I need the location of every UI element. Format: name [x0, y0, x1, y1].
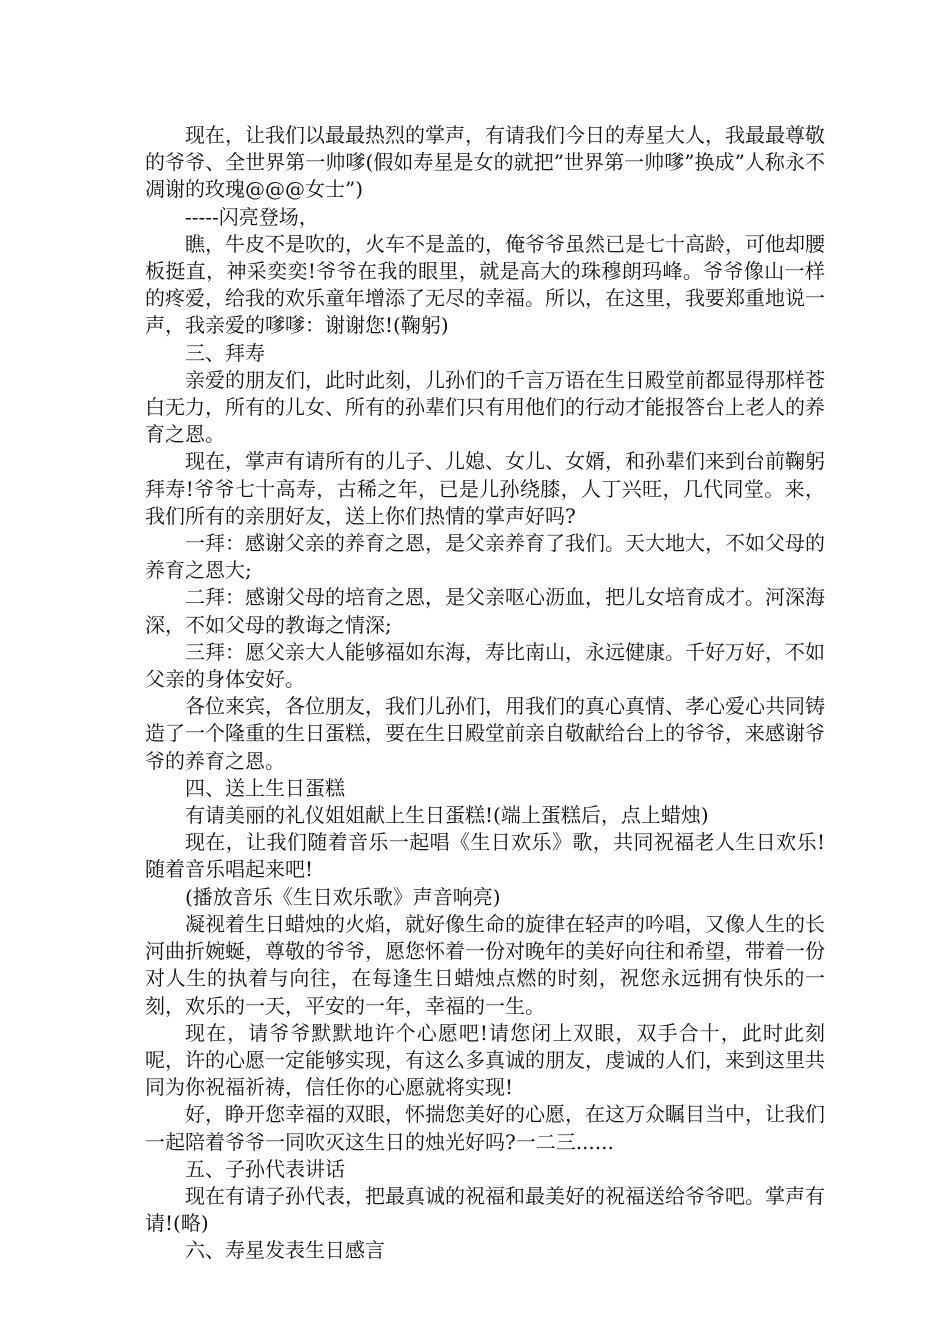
paragraph-representative-invite: 现在有请子孙代表，把最真诚的祝福和最美好的祝福送给爷爷吧。掌声有请!(略): [145, 1183, 825, 1236]
paragraph-dear-friends: 亲爱的朋友们，此时此刻，儿孙们的千言万语在生日殿堂前都显得那样苍白无力，所有的儿女、所有的孙辈们只有用他们的行动才能报答台上老人的养育之恩。: [145, 367, 825, 447]
document-body: [145, 122, 825, 1265]
paragraph-introduce-birthday-star: 现在，让我们以最最热烈的掌声，有请我们今日的寿星大人，我最最尊敬的爷爷、全世界第一帅嗲(假如寿星是女的就把”世界第一帅嗲”换成”人称永不凋谢的玫瑰@@@女士”): [145, 123, 825, 202]
paragraph-praise-grandpa: 瞧，牛皮不是吹的，火车不是盖的，俺爷爷虽然已是七十高龄，可他却腰板挺直，神采奕奕!爷爷在我的眼里，就是高大的珠穆朗玛峰。爷爷像山一样的疼爱，给我的欢乐童年增添了无尽的幸福。所以，在这里，我要郑重地说一声，我亲爱的嗲嗲：谢谢您!(鞠躬): [145, 231, 825, 338]
paragraph-guests-cake: 各位来宾，各位朋友，我们儿孙们，用我们的真心真情、孝心爱心共同铸造了一个隆重的生日蛋糕，要在生日殿堂前亲自敬献给台上的爷爷，来感谢爷爷的养育之恩。: [145, 694, 825, 773]
section-heading-cake: 四、送上生日蛋糕: [185, 775, 345, 800]
section-heading-representative-speech: 五、子孙代表讲话: [185, 1156, 345, 1181]
section-heading-birthday-speech: 六、寿星发表生日感言: [185, 1238, 385, 1263]
section-heading-bow-birthday: 三、拜寿: [185, 340, 265, 365]
paragraph-blow-candles: 好，睁开您幸福的双眼，怀揣您美好的心愿，在这万众瞩目当中，让我们一起陪着爷爷一同吹灭这生日的烛光好吗?一二三......: [145, 1102, 825, 1154]
paragraph-first-bow: 一拜：感谢父亲的养育之恩，是父亲养育了我们。天大地大，不如父母的养育之恩大;: [145, 531, 825, 583]
paragraph-second-bow: 二拜：感谢父母的培育之恩，是父亲呕心沥血，把儿女培育成才。河深海深，不如父母的教诲之情深;: [145, 585, 825, 637]
paragraph-invite-family: 现在，掌声有请所有的儿子、儿媳、女儿、女婿，和孙辈们来到台前鞠躬拜寿!爷爷七十高寿，古稀之年，已是儿孙绕膝，人丁兴旺，几代同堂。来，我们所有的亲朋好友，送上你们热情的掌声好吗?: [145, 449, 825, 528]
paragraph-sing-song: 现在，让我们随着音乐一起唱《生日欢乐》歌，共同祝福老人生日欢乐!随着音乐唱起来吧!: [145, 830, 825, 882]
paragraph-third-bow: 三拜：愿父亲大人能够福如东海，寿比南山，永远健康。千好万好，不如父亲的身体安好。: [145, 639, 825, 692]
paragraph-play-music: (播放音乐《生日欢乐歌》声音响亮): [185, 884, 501, 909]
paragraph-present-cake: 有请美丽的礼仪姐姐献上生日蛋糕!(端上蛋糕后，点上蜡烛): [185, 803, 709, 828]
paragraph-grand-entrance: -----闪亮登场，: [185, 204, 319, 229]
paragraph-make-wish: 现在，请爷爷默默地许个心愿吧!请您闭上双眼，双手合十，此时此刻呢，许的心愿一定能够实现，有这么多真诚的朋友，虔诚的人们，来到这里共同为你祝福祈祷，信任你的心愿就将实现!: [145, 1020, 825, 1100]
paragraph-candle-flame: 凝视着生日蜡烛的火焰，就好像生命的旋律在轻声的吟唱，又像人生的长河曲折婉蜒，尊敬的爷爷，愿您怀着一份对晚年的美好向往和希望，带着一份对人生的执着与向往，在每逢生日蜡烛点燃的时刻，祝您永远拥有快乐的一刻，欢乐的一天，平安的一年，幸福的一生。: [145, 911, 825, 1018]
